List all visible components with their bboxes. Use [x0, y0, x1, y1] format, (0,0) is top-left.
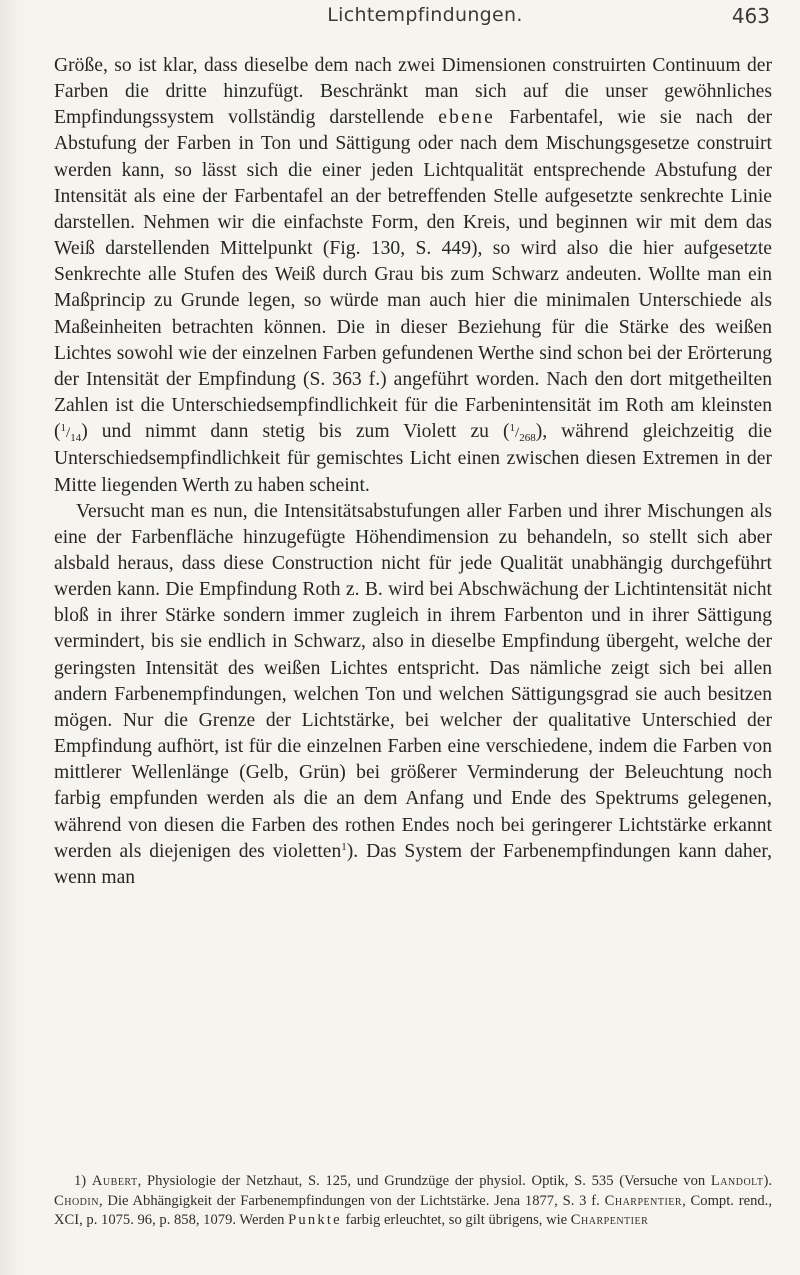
- footnote-author-aubert: Aubert: [91, 1173, 138, 1189]
- footnote-author-landolt: Landolt: [710, 1173, 764, 1189]
- paragraph-1-text-a: Größe, so ist klar, dass dieselbe dem nach zwei Dimensionen construirten Continuum der Farben die dritte hinzufügt. Beschränkt man sich auf die unser gewöhnliches Empfindungssystem vollständig darstellende: [54, 55, 772, 129]
- fraction-violett-numerator: 1: [509, 422, 516, 435]
- footnote-text-5: farbig erleuchtet, so gilt übrigens, wie: [341, 1212, 571, 1228]
- paragraph-2-text-a: Versucht man es nun, die Intensitätsabstufungen aller Farben und ihrer Mischungen als eine der Farbenfläche hinzugefügte Höhendimension zu behandeln, so stellt sich aber alsbald heraus, dass diese Construction nicht für jede Qualität unabhängig durchgeführt werden kann. Die Empfindung Roth z. B. wird bei Abschwächung der Lichtintensität nicht bloß in ihrer Stärke sondern immer zugleich in ihrem Farbenton und in ihrer Sättigung vermindert, bis sie endlich in Schwarz, also in dieselbe Empfindung übergeht, welche der geringsten Intensität des weißen Lichtes entspricht. Das nämliche zeigt sich bei allen andern Farbenempfindungen, welchen Ton und welchen Sättigungsgrad sie auch besitzen mögen. Nur die Grenze der Lichtstärke, bei welcher der qualitative Unterschied der Empfindung aufhört, ist für die einzelnen Farben eine verschiedene, indem die Farben von mittlerer Wellenlänge (Gelb, Grün) bei größerer Verminderung der Beleuchtung noch farbig empfunden werden als die an dem Anfang und Ende des Spektrums gelegenen, während von diesen die Farben des rothen Endes noch bei geringerer Lichtstärke erkannt werden als diejenigen des violetten: [54, 500, 772, 862]
- paragraph-2: [54, 499, 772, 891]
- paragraph-2-text-b: ). Das System der Farbenempfindungen kann daher, wenn man: [54, 840, 772, 888]
- footnote-text-2: ).: [763, 1173, 772, 1189]
- paragraph-1-text-d: ), während gleichzeitig die Unterschiedsempfindlichkeit für gemischtes Licht einen zwischen diesen Extremen in der Mitte liegenden Werth zu haben scheint.: [54, 421, 772, 496]
- footnote-1: [54, 1172, 772, 1231]
- fraction-violett-denominator: 268: [519, 432, 536, 445]
- fraction-violett: $^1/_{268}$: [509, 422, 536, 445]
- footnote-text-3: , Die Abhängigkeit der Farbenempfindungen von der Lichtstärke. Jena 1877, S. 3 f.: [98, 1192, 605, 1209]
- running-title: Lichtempfindungen.: [327, 4, 523, 26]
- footnote-author-charpentier-2: Charpentier: [570, 1212, 649, 1228]
- fraction-roth: $^1/_{14}$: [60, 422, 82, 445]
- page-number: 463: [731, 4, 770, 28]
- footnote-block: [54, 1172, 772, 1231]
- footnote-author-charpentier: Charpentier: [604, 1192, 683, 1209]
- fraction-roth-denominator: 14: [70, 432, 82, 445]
- fraction-roth-numerator: 1: [60, 422, 67, 435]
- paragraph-1-text-c: ) und nimmt dann stetig bis zum Violett zu (: [81, 421, 510, 443]
- footnote-author-chodin: Chodin: [54, 1192, 99, 1209]
- emphasis-ebene: ebene: [438, 107, 495, 129]
- footnote-emphasis-punkte: Punkte: [288, 1212, 342, 1228]
- paragraph-1: [54, 53, 772, 499]
- page-header: [80, 2, 770, 38]
- main-text: [54, 53, 772, 891]
- footnote-mark: 1): [74, 1173, 87, 1189]
- footnote-text-4: , Compt. rend., XCI, p. 1075. 96, p. 858, 1079. Werden: [54, 1192, 772, 1228]
- paragraph-1-text-b: Farbentafel, wie sie nach der Abstufung der Farben in Ton und Sättigung oder nach dem Mischungsgesetze construirt werden kann, so lässt sich die einer jeden Lichtqualität entsprechende Abstufung der Intensität als eine der Farbentafel an der betreffenden Stelle aufgesetzte senkrechte Linie darstellen. Nehmen wir die einfachste Form, den Kreis, und beginnen wir mit dem das Weiß darstellenden Mittelpunkt (Fig. 130, S. 449), so wird also die hier aufgesetzte Senkrechte alle Stufen des Weiß durch Grau bis zum Schwarz andeuten. Wollte man ein Maßprincip zu Grunde legen, so würde man auch hier die minimalen Unterschiede als Maßeinheiten betrachten können. Die in dieser Beziehung für die Stärke des weißen Lichtes sowohl wie der einzelnen Farben gefundenen Werthe sind schon bei der Erörterung der Intensität der Empfindung (S. 363 f.) angeführt worden. Nach den dort mitgetheilten Zahlen ist die Unterschiedsempfindlichkeit für die Farbenintensität im Roth am kleinsten (: [54, 107, 773, 443]
- footnote-reference: 1: [341, 840, 347, 853]
- footnote-text-1: , Physiologie der Netzhaut, S. 125, und Grundzüge der physiol. Optik, S. 535 (Versuche von: [137, 1173, 711, 1189]
